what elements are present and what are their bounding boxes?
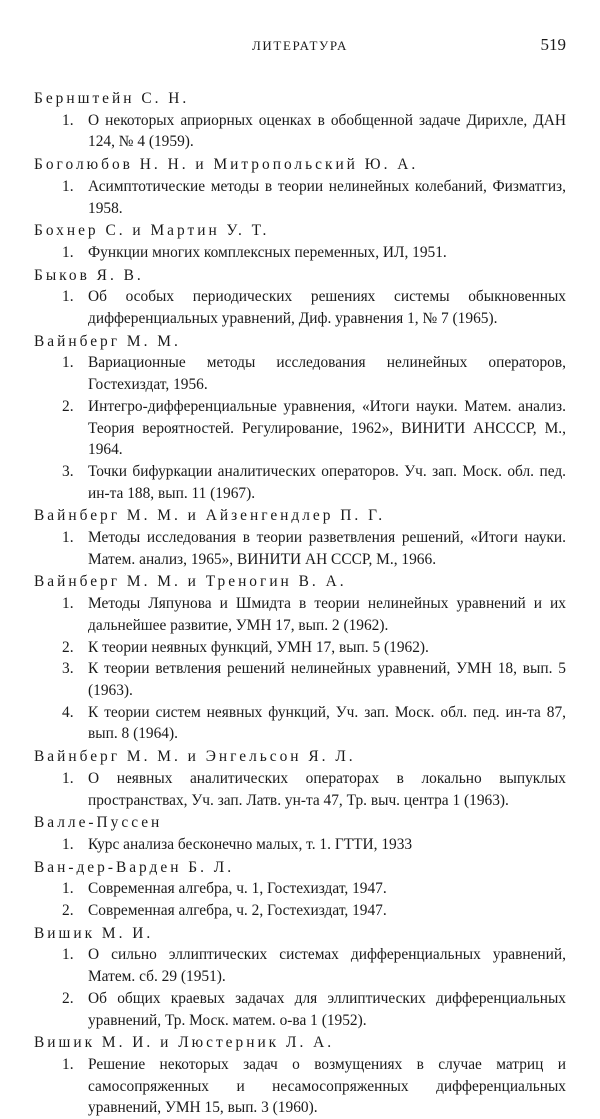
reference-number: 1. [62,243,74,261]
reference-item [34,988,566,1031]
entry-author: Вишик М. И. и Люстерник Л. А. [34,1034,335,1052]
entry-author: Бохнер С. и Мартин У. Т. [34,222,270,240]
reference-item [34,461,566,504]
reference-item [34,878,566,900]
bibliography-entry [34,746,566,811]
reference-text: Точки бифуркации аналитических операторов. Уч. зап. Моск. обл. пед. ин-та 188, вып. 11 (1967). [88,462,566,502]
entry-author: Быков Я. В. [34,266,144,284]
reference-item [34,593,566,636]
reference-number: 2. [62,397,74,415]
page-number: 519 [540,35,566,54]
reference-number: 2. [62,638,74,656]
page-header [34,35,566,64]
reference-text: К теории ветвления решений нелинейных уравнений, УМН 18, вып. 5 (1963). [88,660,566,699]
bibliography-entry [34,1032,566,1119]
reference-text: Функции многих комплексных переменных, ИЛ, 1951. [88,243,447,261]
reference-item [34,286,566,329]
reference-number: 3. [62,462,74,480]
bibliography-entry [34,857,566,922]
reference-text: К теории систем неявных функций, Уч. зап. Моск. обл. пед. ин-та 87, вып. 8 (1964). [88,703,566,743]
bibliography-entry [34,265,566,330]
reference-text: К теории неявных функций, УМН 17, вып. 5 (1962). [88,638,429,656]
reference-text: О сильно эллиптических системах дифференциальных уравнений, Матем. сб. 29 (1951). [88,946,566,986]
entry-author: Валле-Пуссен [34,814,163,832]
reference-number: 1. [62,880,74,898]
reference-item [34,637,566,659]
reference-number: 2. [62,902,74,920]
reference-number: 4. [62,703,74,721]
bibliography-entry [34,154,566,219]
reference-item [34,768,566,811]
reference-text: Решение некоторых задач о возмущениях в случае матриц и самосопряженных и несамосопряженных дифференциальных уравнений, УМН 15, вып. 3 (1960). [88,1055,566,1117]
reference-item [34,702,566,745]
reference-text: О некоторых априорных оценках в обобщенной задаче Дирихле, ДАН 124, № 4 (1959). [88,111,566,151]
reference-text: Об особых периодических решениях системы обыкновенных дифференциальных уравнений, Диф. уравнения 1, № 7 (1965). [88,288,566,328]
entry-author: Ван-дер-Варден Б. Л. [34,858,235,876]
bibliography-entry [34,812,566,855]
reference-text: Методы Ляпунова и Шмидта в теории нелинейных уравнений и их дальнейшее развитие, УМН 17, вып. 2 (1962). [88,595,566,634]
reference-number: 1. [62,835,74,853]
reference-number: 3. [62,660,74,678]
reference-number: 1. [62,529,74,547]
reference-item [34,396,566,461]
bibliography-entry [34,923,566,1032]
bibliography-entry [34,505,566,570]
reference-item [34,900,566,922]
reference-text: Современная алгебра, ч. 2, Гостехиздат, 1947. [88,902,387,920]
reference-item [34,1054,566,1119]
bibliography-list [34,88,566,1119]
reference-number: 1. [62,1055,74,1073]
reference-item [34,527,566,570]
bibliography-entry [34,220,566,263]
reference-item [34,658,566,701]
reference-number: 2. [62,989,74,1007]
reference-item [34,242,566,264]
entry-author: Вайнберг М. М. [34,332,181,350]
reference-item [34,110,566,153]
entry-author: Вишик М. И. [34,924,154,942]
reference-number: 1. [62,769,74,787]
bibliography-entry [34,331,566,505]
bibliography-entry [34,571,566,745]
reference-text: Методы исследования в теории разветвления решений, «Итоги науки. Матем. анализ, 1965», ВИНИТИ АН СССР, М., 1966. [88,529,566,568]
reference-number: 1. [62,288,74,306]
reference-number: 1. [62,595,74,613]
reference-number: 1. [62,354,74,372]
reference-item [34,834,566,856]
reference-text: О неявных аналитических операторах в локально выпуклых пространствах, Уч. зап. Латв. ун-та 47, Тр. выч. центра 1 (1963). [88,769,566,809]
bibliography-entry [34,88,566,153]
entry-author: Вайнберг М. М. и Айзенгендлер П. Г. [34,507,386,525]
reference-number: 1. [62,111,74,129]
reference-text: Курс анализа бесконечно малых, т. 1. ГТТИ, 1933 [88,835,413,853]
reference-number: 1. [62,946,74,964]
reference-text: Вариационные методы исследования нелинейных операторов, Гостехиздат, 1956. [88,354,566,394]
reference-item [34,352,566,395]
entry-author: Боголюбов Н. Н. и Митропольский Ю. А. [34,156,419,174]
reference-item [34,944,566,987]
reference-text: Асимптотические методы в теории нелинейных колебаний, Физматгиз, 1958. [88,177,566,217]
entry-author: Вайнберг М. М. и Треногин В. А. [34,573,347,591]
reference-text: Интегро-дифференциальные уравнения, «Итоги науки. Матем. анализ. Теория вероятностей. Регулирование, 1962», ВИНИТИ АНСССР, М., 1964. [88,397,566,459]
reference-text: Об общих краевых задачах для эллиптических дифференциальных уравнений, Тр. Моск. матем. о-ва 1 (1952). [88,989,566,1029]
entry-author: Бернштейн С. Н. [34,90,190,107]
reference-item [34,176,566,219]
running-title: ЛИТЕРАТУРА [252,38,348,53]
entry-author: Вайнберг М. М. и Энгельсон Я. Л. [34,748,356,766]
reference-number: 1. [62,177,74,195]
reference-text: Современная алгебра, ч. 1, Гостехиздат, 1947. [88,880,387,898]
